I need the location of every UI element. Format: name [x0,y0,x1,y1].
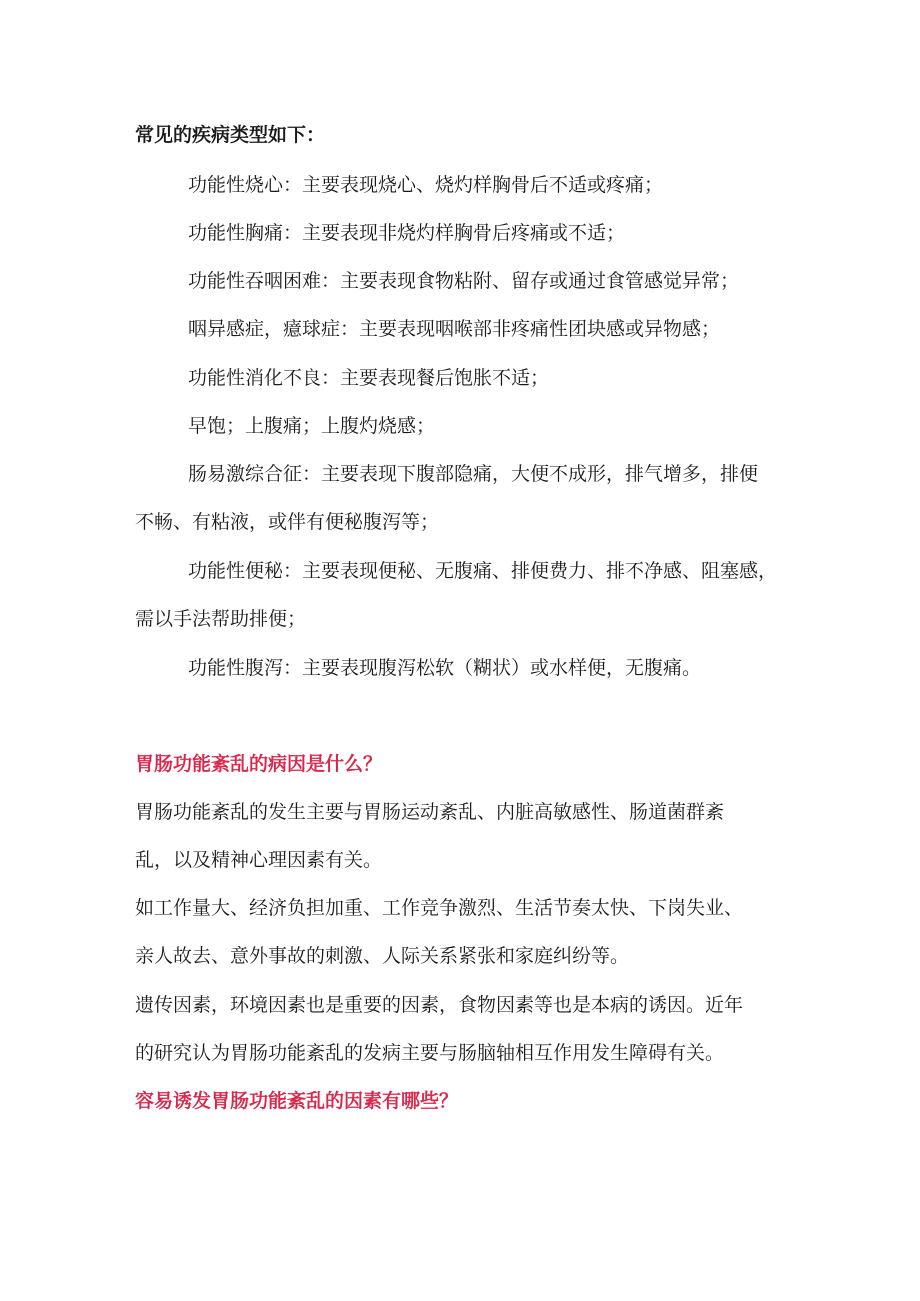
paragraph-causes-line2: 乱，以及精神心理因素有关。 [135,849,383,871]
section-heading-triggers: 容易诱发胃肠功能紊乱的因素有哪些？ [135,1090,459,1112]
list-item-constipation-line2: 需以手法帮助排便； [135,608,307,630]
list-item: 功能性消化不良：主要表现餐后饱胀不适； [188,367,550,389]
paragraph-causes-line1: 胃肠功能紊乱的发生主要与胃肠运动紊乱、内脏高敏感性、肠道菌群紊 [135,801,725,823]
list-item-ibs-line2: 不畅、有粘液，或伴有便秘腹泻等； [135,511,440,533]
list-item: 功能性吞咽困难：主要表现食物粘附、留存或通过食管感觉异常； [188,270,740,292]
list-item-constipation-line1: 功能性便秘：主要表现便秘、无腹痛、排便费力、排不净感、阻塞感， [188,560,778,582]
paragraph-genetics-line1: 遗传因素，环境因素也是重要的因素，食物因素等也是本病的诱因。近年 [135,994,744,1016]
list-item-ibs-line1: 肠易激综合征：主要表现下腹部隐痛，大便不成形，排气增多，排便 [188,463,759,485]
paragraph-stress-line2: 亲人故去、意外事故的刺激、人际关系紧张和家庭纠纷等。 [135,945,630,967]
section-heading-disease-types: 常见的疾病类型如下： [135,124,326,146]
list-item: 功能性烧心：主要表现烧心、烧灼样胸骨后不适或疼痛； [188,174,664,196]
list-item: 咽异感症，癔球症：主要表现咽喉部非疼痛性团块感或异物感； [188,318,721,340]
list-item-diarrhea: 功能性腹泻：主要表现腹泻松软（糊状）或水样便，无腹痛。 [188,657,702,679]
list-item: 早饱；上腹痛；上腹灼烧感； [188,415,436,437]
list-item: 功能性胸痛：主要表现非烧灼样胸骨后疼痛或不适； [188,222,626,244]
paragraph-stress-line1: 如工作量大、经济负担加重、工作竞争激烈、生活节奏太快、下岗失业、 [135,897,744,919]
section-heading-causes: 胃肠功能紊乱的病因是什么？ [135,753,383,775]
paragraph-genetics-line2: 的研究认为胃肠功能紊乱的发病主要与肠脑轴相互作用发生障碍有关。 [135,1042,725,1064]
